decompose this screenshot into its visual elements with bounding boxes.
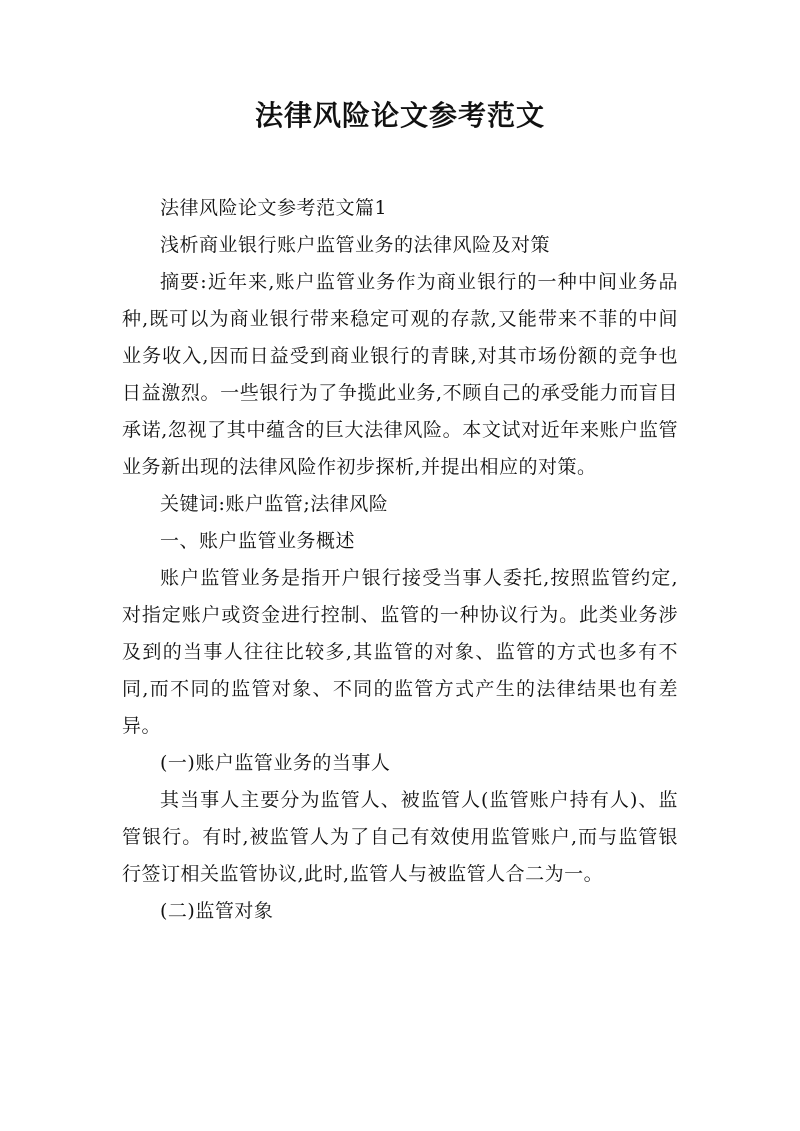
subsection-heading: (二)监管对象 <box>160 900 274 922</box>
body-paragraph: 账户监管业务是指开户银行接受当事人委托,按照监管约定,对指定账户或资金进行控制、监管的一种协议行为。此类业务涉及到的当事人往往比较多,其监管的对象、监管的方式也多有不同,而不同的监管对象、不同的监管方式产生的法律结果也有差异。 <box>122 567 678 737</box>
keywords-line: 关键词:账户监管;法律风险 <box>160 493 389 515</box>
abstract-paragraph: 摘要:近年来,账户监管业务作为商业银行的一种中间业务品种,既可以为商业银行带来稳定可观的存款,又能带来不菲的中间业务收入,因而日益受到商业银行的青睐,对其市场份额的竞争也日益激烈。一些银行为了争揽此业务,不顾自己的承受能力而盲目承诺,忽视了其中蕴含的巨大法律风险。本文试对近年来账户监管业务新出现的法律风险作初步探析,并提出相应的对策。 <box>122 271 678 478</box>
article-title: 浅析商业银行账户监管业务的法律风险及对策 <box>160 234 551 256</box>
section-heading: 法律风险论文参考范文篇1 <box>160 197 388 219</box>
subsection-heading: (一)账户监管业务的当事人 <box>160 752 391 774</box>
page-title: 法律风险论文参考范文 <box>254 99 545 132</box>
body-paragraph: 其当事人主要分为监管人、被监管人(监管账户持有人)、监管银行。有时,被监管人为了自己有效使用监管账户,而与监管银行签订相关监管协议,此时,监管人与被监管人合二为一。 <box>122 789 678 885</box>
chapter-heading: 一、账户监管业务概述 <box>160 530 356 552</box>
